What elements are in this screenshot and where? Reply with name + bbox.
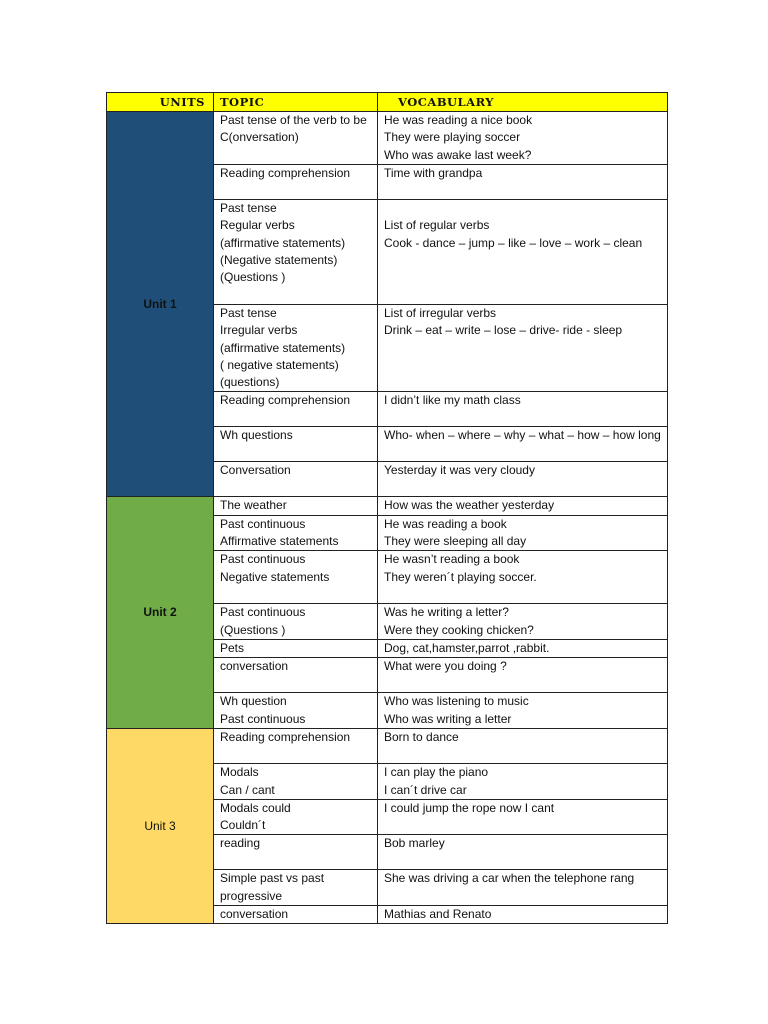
topic-cell <box>214 764 378 800</box>
topic-text: Conversation <box>220 463 291 478</box>
table-row <box>107 112 668 165</box>
topic-cell <box>214 729 378 764</box>
table-body <box>107 112 668 924</box>
topic-cell <box>214 112 378 165</box>
topic-cell <box>214 658 378 693</box>
table-row <box>107 497 668 515</box>
vocabulary-text: Who was listening to music Who was writing a letter <box>384 694 529 726</box>
vocabulary-cell <box>378 200 668 305</box>
vocabulary-text: Dog, cat,hamster,parrot ,rabbit. <box>384 640 550 655</box>
curriculum-table <box>106 92 668 924</box>
topic-text: Reading comprehension <box>220 730 351 745</box>
table-row <box>107 729 668 764</box>
unit-label-cell: Unit 2 <box>107 497 214 729</box>
header-row <box>107 93 668 112</box>
vocabulary-cell <box>378 112 668 165</box>
topic-text: Simple past vs past progressive <box>220 871 325 903</box>
topic-cell <box>214 497 378 515</box>
topic-text: Reading comprehension <box>220 393 351 408</box>
vocabulary-cell <box>378 604 668 640</box>
topic-cell <box>214 639 378 657</box>
topic-text: Past tense Regular verbs (affirmative statements) (Negative statements) (Questions ) <box>220 201 346 285</box>
unit-label-cell: Unit 1 <box>107 112 214 497</box>
vocabulary-cell <box>378 165 668 200</box>
topic-text: Past tense of the verb to be C(onversation) <box>220 113 367 145</box>
vocabulary-cell <box>378 639 668 657</box>
vocabulary-text: Mathias and Renato <box>384 907 492 922</box>
vocabulary-text: He was reading a book They were sleeping all day <box>384 516 527 549</box>
vocabulary-text: I can play the piano I can´t drive car <box>384 765 489 797</box>
topic-text: Pets <box>220 640 245 655</box>
vocabulary-text: Bob marley <box>384 836 445 851</box>
unit-label-cell: Unit 3 <box>107 729 214 924</box>
vocabulary-text: How was the weather yesterday <box>384 498 555 513</box>
vocabulary-text: He was reading a nice book They were playing soccer Who was awake last week? <box>384 113 533 162</box>
topic-cell <box>214 305 378 392</box>
vocabulary-text: She was driving a car when the telephone rang <box>384 871 635 886</box>
vocabulary-cell <box>378 764 668 800</box>
vocabulary-text: What were you doing ? <box>384 659 507 674</box>
topic-cell <box>214 392 378 427</box>
topic-text: Past continuous Negative statements <box>220 552 330 584</box>
vocabulary-cell <box>378 870 668 906</box>
topic-cell <box>214 462 378 497</box>
topic-text: Reading comprehension <box>220 166 351 180</box>
header-units: UNITS <box>107 93 214 112</box>
header-topic: TOPIC <box>214 93 378 112</box>
topic-text: Modals Can / cant <box>220 765 275 797</box>
topic-text: Wh question Past continuous <box>220 694 306 726</box>
vocabulary-text: Yesterday it was very cloudy <box>384 463 535 478</box>
vocabulary-cell <box>378 835 668 870</box>
vocabulary-cell <box>378 427 668 462</box>
topic-text: conversation <box>220 659 289 674</box>
topic-cell <box>214 799 378 835</box>
topic-text: conversation <box>220 907 289 922</box>
topic-cell <box>214 835 378 870</box>
vocabulary-cell <box>378 693 668 729</box>
vocabulary-cell <box>378 551 668 604</box>
topic-cell <box>214 551 378 604</box>
topic-text: Wh questions <box>220 428 293 443</box>
vocabulary-text: List of regular verbs Cook - dance – jump – like – love – work – clean <box>384 218 643 250</box>
topic-cell <box>214 870 378 906</box>
topic-cell <box>214 515 378 551</box>
topic-cell <box>214 165 378 200</box>
topic-text: reading <box>220 836 261 851</box>
vocabulary-cell <box>378 906 668 924</box>
topic-cell <box>214 200 378 305</box>
topic-cell <box>214 604 378 640</box>
vocabulary-text: He wasn’t reading a book They weren´t playing soccer. <box>384 552 537 584</box>
vocabulary-text: I could jump the rope now I cant <box>384 800 555 815</box>
vocabulary-cell <box>378 392 668 427</box>
vocabulary-cell <box>378 305 668 392</box>
vocabulary-cell <box>378 658 668 693</box>
header-vocabulary: VOCABULARY <box>378 93 668 112</box>
vocabulary-text: Time with grandpa <box>384 166 483 180</box>
vocabulary-cell <box>378 497 668 515</box>
topic-cell <box>214 906 378 924</box>
topic-text: Past tense Irregular verbs (affirmative statements) ( negative statements) (questions) <box>220 306 346 390</box>
vocabulary-cell <box>378 462 668 497</box>
topic-text: The weather <box>220 498 287 513</box>
topic-cell <box>214 693 378 729</box>
vocabulary-cell <box>378 729 668 764</box>
topic-text: Modals could Couldn´t <box>220 800 291 833</box>
vocabulary-text: Was he writing a letter? Were they cooking chicken? <box>384 605 534 637</box>
vocabulary-cell <box>378 799 668 835</box>
topic-text: Past continuous Affirmative statements <box>220 516 339 549</box>
topic-text: Past continuous (Questions ) <box>220 605 306 637</box>
vocabulary-text: I didn’t like my math class <box>384 393 521 408</box>
vocabulary-cell <box>378 515 668 551</box>
topic-cell <box>214 427 378 462</box>
vocabulary-text: Who- when – where – why – what – how – how long <box>384 428 661 443</box>
vocabulary-text: Born to dance <box>384 730 459 745</box>
vocabulary-text: List of irregular verbs Drink – eat – write – lose – drive- ride - sleep <box>384 306 623 338</box>
